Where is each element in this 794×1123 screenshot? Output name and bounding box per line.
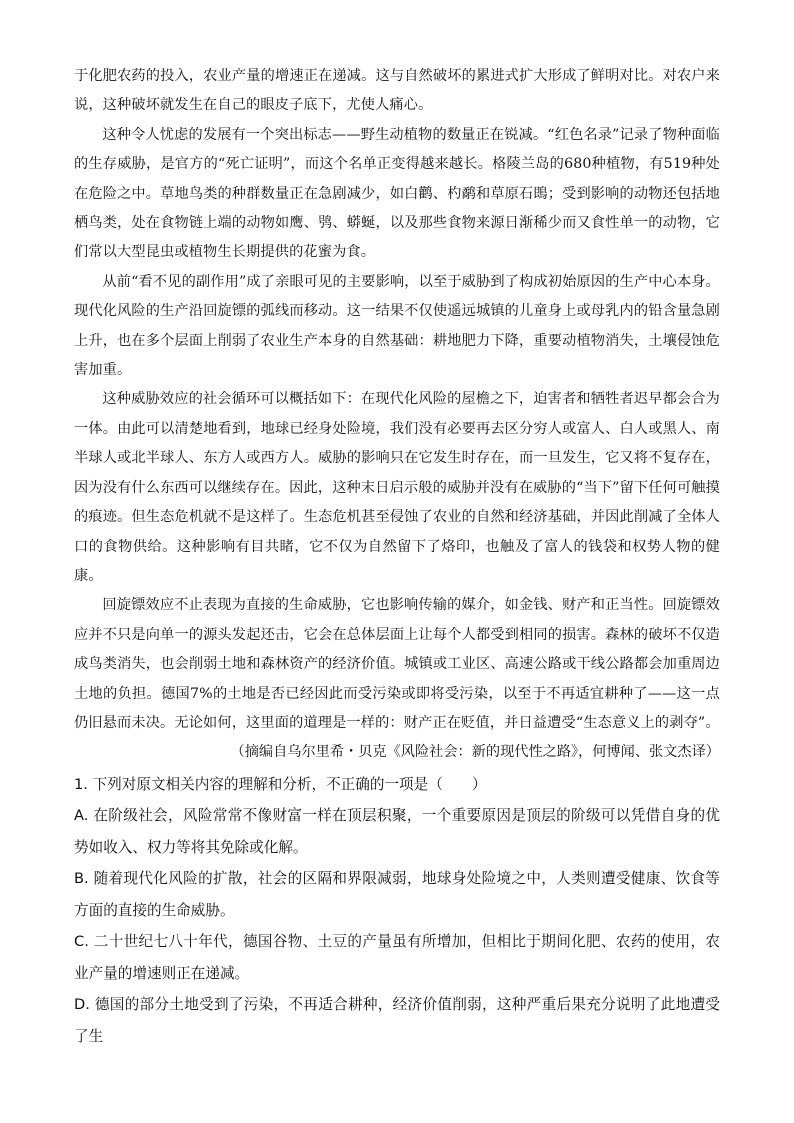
question-option-c: C. 二十世纪七八十年代，德国谷物、土豆的产量虽有所增加，但相比于期间化肥、农药的使用，农业产量的增速则正在递减。 [74, 933, 720, 982]
question-stem: 1. 下列对原文相关内容的理解和分析，不正确的一项是（ ） [74, 775, 487, 793]
passage-paragraph-5: 回旋镖效应不止表现为直接的生命威胁，它也影响传输的媒介，如金钱、财产和正当性。回旋镖效应并不只是向单一的源头发起还击，它会在总体层面上让每个人都受到相同的损害。森林的破坏不仅造成鸟类消失，也会削弱土地和森林资产的经济价值。城镇或工业区、高速公路或干线公路都会加重周边土地的负担。德国7%的土地是否已经因此而受污染或即将受污染，以至于不再适宜耕种了——这一点仍旧悬而未决。无论如何，这里面的道理是一样的：财产正在贬值，并日益遭受“生态意义上的剥夺”。 [74, 597, 720, 731]
question-option-a: A. 在阶级社会，风险常常不像财富一样在顶层积聚，一个重要原因是顶层的阶级可以凭借自身的优势如收入、权力等将其免除或化解。 [74, 807, 720, 856]
passage-paragraph-2: 这种令人忧虑的发展有一个突出标志——野生动植物的数量正在锐减。“红色名录”记录了物种面临的生存威胁，是官方的“死亡证明”，而这个名单正变得越来越长。格陵兰岛的680种植物，有519种处在危险之中。草地鸟类的种群数量正在急剧减少，如白鹳、杓鹬和草原石鵖；受到影响的动物还包括地栖鸟类，处在食物链上端的动物如鹰、鸮、蟒蜒，以及那些食物来源日渐稀少而又食性单一的动物，它们常以大型昆虫或植物生长期提供的花蜜为食。 [74, 126, 720, 261]
passage-paragraph-4: 这种威胁效应的社会循环可以概括如下：在现代化风险的屋檐之下，迫害者和牺牲者迟早都会合为一体。由此可以清楚地看到，地球已经身处险境，我们没有必要再去区分穷人或富人、白人或黑人、南半球人或北半球人、东方人或西方人。威胁的影响只在它发生时存在，而一旦发生，它又将不复存在，因为没有什么东西可以继续存在。因此，这种末日启示般的威胁并没有在威胁的“当下”留下任何可触摸的痕迹。但生态危机就不是这样了。生态危机甚至侵蚀了农业的自然和经济基础，并因此削减了全体人口的食物供给。这种影响有目共睹，它不仅为自然留下了烙印，也触及了富人的钱袋和权势人物的健康。 [74, 391, 720, 584]
document-page [74, 62, 720, 1052]
question-option-d: D. 德国的部分土地受到了污染，不再适合耕种，经济价值削弱，这种严重后果充分说明了此地遭受了生 [74, 996, 720, 1045]
passage-source: （摘编自乌尔里希・贝克《风险社会：新的现代性之路》，何博闻、张文杰译） [230, 744, 720, 761]
question-option-b: B. 随着现代化风险的扩散，社会的区隔和界限减弱，地球身处险境之中，人类则遭受健康、饮食等方面的直接的生命威胁。 [74, 870, 720, 919]
passage-paragraph-3: 从前“看不见的副作用”成了亲眼可见的主要影响，以至于威胁到了构成初始原因的生产中心本身。现代化风险的生产沿回旋镖的弧线而移动。这一结果不仅使遥远城镇的儿童身上或母乳内的铅含量急剧上升，也在多个层面上削弱了农业生产本身的自然基础：耕地肥力下降，重要动植物消失，土壤侵蚀危害加重。 [74, 273, 720, 379]
passage-paragraph-1: 于化肥农药的投入，农业产量的增速正在递减。这与自然破坏的累进式扩大形成了鲜明对比。对农户来说，这种破坏就发生在自己的眼皮子底下，尤使人痛心。 [74, 68, 720, 114]
